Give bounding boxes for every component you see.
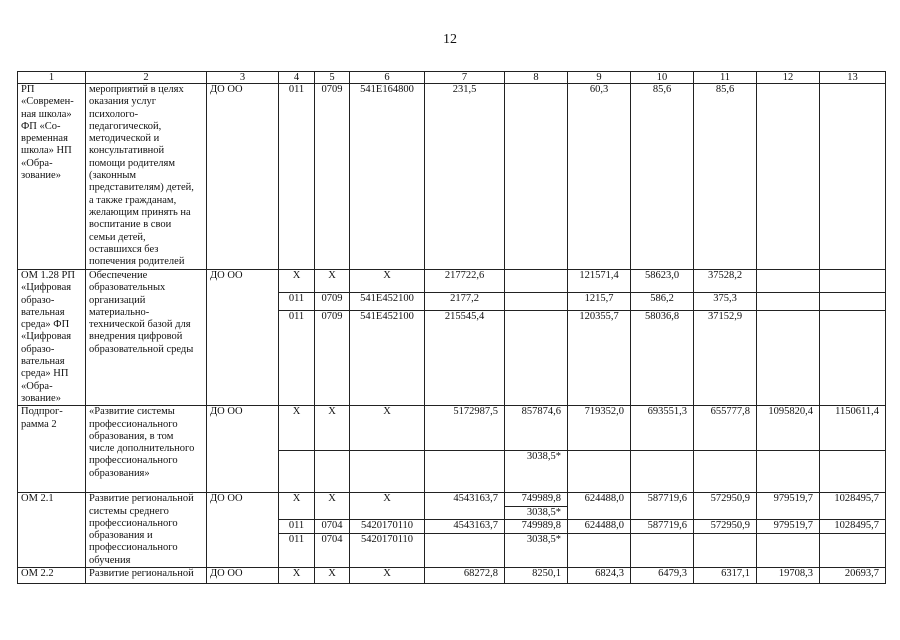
header-cell: 5 xyxy=(315,72,350,84)
value-8: 857874,6 xyxy=(505,406,568,451)
code-5: 0709 xyxy=(315,311,350,406)
code-6: 5420170110 xyxy=(350,533,425,567)
code-4: 011 xyxy=(279,520,315,533)
row-name: ОМ 1.28 РП «Цифровая образо- вательная среда» ФП «Цифровая образо- вательная среда» НП «Обра- зование» xyxy=(18,270,86,406)
value-10: 586,2 xyxy=(631,293,694,311)
value-9: 624488,0 xyxy=(568,520,631,533)
value-8: 749989,8 xyxy=(505,520,568,533)
header-cell: 10 xyxy=(631,72,694,84)
header-cell: 9 xyxy=(568,72,631,84)
code-4: 011 xyxy=(279,84,315,270)
table-row xyxy=(18,270,886,293)
value-10: 58036,8 xyxy=(631,311,694,406)
value-9: 624488,0 xyxy=(568,493,631,520)
header-cell: 2 xyxy=(86,72,207,84)
table-row xyxy=(18,493,886,506)
row-description: Обеспечение образовательных организаций материально- технической базой для внедрения цифровой образовательной среды xyxy=(86,270,207,406)
value-8: 3038,5* xyxy=(505,506,568,519)
code-5: 0709 xyxy=(315,293,350,311)
value-13: 1028495,7 xyxy=(820,493,886,520)
code-4: 011 xyxy=(279,293,315,311)
row-name: ОМ 2.2 xyxy=(18,568,86,584)
value-12 xyxy=(757,311,820,406)
header-cell: 7 xyxy=(425,72,505,84)
value-11: 37152,9 xyxy=(694,311,757,406)
row-name: ОМ 2.1 xyxy=(18,493,86,568)
executor: ДО ОО xyxy=(207,568,279,584)
table-row xyxy=(18,568,886,584)
value-11: 572950,9 xyxy=(694,493,757,520)
value-7 xyxy=(425,533,505,567)
value-9: 60,3 xyxy=(568,84,631,270)
code-4: Х xyxy=(279,493,315,520)
header-cell: 3 xyxy=(207,72,279,84)
value-8: 3038,5* xyxy=(505,533,568,567)
executor: ДО ОО xyxy=(207,84,279,270)
value-7: 68272,8 xyxy=(425,568,505,584)
header-row xyxy=(18,72,886,84)
value-13 xyxy=(820,84,886,270)
value-8 xyxy=(505,270,568,293)
value-10: 587719,6 xyxy=(631,520,694,533)
value-7: 217722,6 xyxy=(425,270,505,293)
code-6: Х xyxy=(350,568,425,584)
value-7: 231,5 xyxy=(425,84,505,270)
value-8 xyxy=(505,84,568,270)
value-12: 979519,7 xyxy=(757,520,820,533)
code-6: 541E452100 xyxy=(350,293,425,311)
code-6: 5420170110 xyxy=(350,520,425,533)
value-13 xyxy=(820,270,886,293)
value-12: 19708,3 xyxy=(757,568,820,584)
value-13 xyxy=(820,293,886,311)
code-6: Х xyxy=(350,270,425,293)
value-11: 655777,8 xyxy=(694,406,757,451)
value-9: 1215,7 xyxy=(568,293,631,311)
value-10: 58623,0 xyxy=(631,270,694,293)
code-6: 541E452100 xyxy=(350,311,425,406)
value-7: 4543163,7 xyxy=(425,493,505,520)
code-6: Х xyxy=(350,406,425,451)
code-4: Х xyxy=(279,568,315,584)
value-11: 6317,1 xyxy=(694,568,757,584)
code-5: Х xyxy=(315,270,350,293)
row-name: РП «Современ- ная школа» ФП «Со- временная школа» НП «Обра- зование» xyxy=(18,84,86,270)
value-12 xyxy=(757,293,820,311)
value-8: 3038,5* xyxy=(505,451,568,493)
value-8 xyxy=(505,311,568,406)
value-13: 20693,7 xyxy=(820,568,886,584)
header-cell: 8 xyxy=(505,72,568,84)
executor: ДО ОО xyxy=(207,406,279,493)
value-8: 749989,8 xyxy=(505,493,568,506)
code-5: Х xyxy=(315,406,350,451)
row-name: Подпрог- рамма 2 xyxy=(18,406,86,493)
header-cell: 1 xyxy=(18,72,86,84)
code-4: Х xyxy=(279,406,315,451)
code-5: 0704 xyxy=(315,520,350,533)
value-7: 2177,2 xyxy=(425,293,505,311)
value-7: 215545,4 xyxy=(425,311,505,406)
code-6: 541E164800 xyxy=(350,84,425,270)
value-12: 1095820,4 xyxy=(757,406,820,451)
table-row xyxy=(18,406,886,451)
value-10: 6479,3 xyxy=(631,568,694,584)
budget-table xyxy=(17,71,886,584)
code-4: 011 xyxy=(279,311,315,406)
header-cell: 6 xyxy=(350,72,425,84)
value-7: 5172987,5 xyxy=(425,406,505,451)
value-9: 120355,7 xyxy=(568,311,631,406)
value-11: 85,6 xyxy=(694,84,757,270)
value-13 xyxy=(820,311,886,406)
value-13: 1028495,7 xyxy=(820,520,886,533)
table-row xyxy=(18,84,886,270)
code-5: 0709 xyxy=(315,84,350,270)
code-5: 0704 xyxy=(315,533,350,567)
value-8: 8250,1 xyxy=(505,568,568,584)
header-cell: 13 xyxy=(820,72,886,84)
executor: ДО ОО xyxy=(207,270,279,406)
value-10: 85,6 xyxy=(631,84,694,270)
value-7: 4543163,7 xyxy=(425,520,505,533)
value-10: 587719,6 xyxy=(631,493,694,520)
value-10: 693551,3 xyxy=(631,406,694,451)
executor: ДО ОО xyxy=(207,493,279,568)
value-11: 375,3 xyxy=(694,293,757,311)
row-description: Развитие региональной системы среднего профессионального образования и профессионального обучения xyxy=(86,493,207,568)
value-12 xyxy=(757,270,820,293)
value-9: 6824,3 xyxy=(568,568,631,584)
value-12 xyxy=(757,84,820,270)
code-5: Х xyxy=(315,493,350,520)
code-4: Х xyxy=(279,270,315,293)
header-cell: 11 xyxy=(694,72,757,84)
value-9: 719352,0 xyxy=(568,406,631,451)
code-4: 011 xyxy=(279,533,315,567)
value-13: 1150611,4 xyxy=(820,406,886,451)
row-description: «Развитие системы профессионального образования, в том числе дополнительного профессионального образования» xyxy=(86,406,207,493)
code-6: Х xyxy=(350,493,425,520)
value-12: 979519,7 xyxy=(757,493,820,520)
value-9: 121571,4 xyxy=(568,270,631,293)
code-5: Х xyxy=(315,568,350,584)
row-description: Развитие региональной xyxy=(86,568,207,584)
value-8 xyxy=(505,293,568,311)
page-number: 12 xyxy=(443,32,457,47)
value-11: 37528,2 xyxy=(694,270,757,293)
row-description: мероприятий в целях оказания услуг психолого- педагогической, методической и консультативной помощи родителям (законным представителям) детей, а также гражданам, желающим принять на воспитание в свои семьи детей, оставшихся без попечения родителей xyxy=(86,84,207,270)
value-11: 572950,9 xyxy=(694,520,757,533)
header-cell: 4 xyxy=(279,72,315,84)
header-cell: 12 xyxy=(757,72,820,84)
